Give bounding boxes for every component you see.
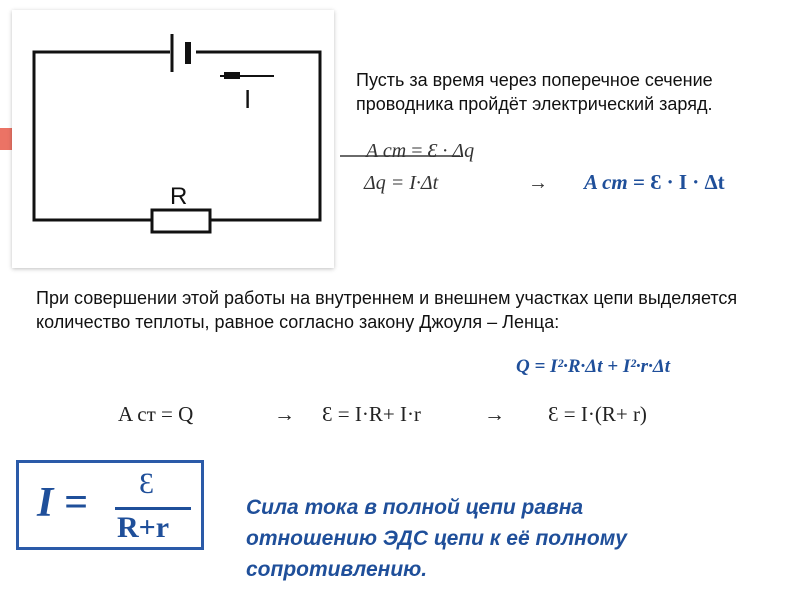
eq-chain-part3: Ɛ = I·(R+ r) <box>548 402 647 426</box>
eq-chain-part1: A ст = Q <box>118 402 194 426</box>
accent-bar <box>0 128 12 150</box>
equation-charge: Δq = I·Δt <box>364 172 439 194</box>
battery-icon <box>172 34 188 72</box>
eq-chain-part2: Ɛ = I·R+ I·r <box>322 402 421 426</box>
resistor-icon <box>152 210 210 232</box>
equation-heat: Q = I²·R·Δt + I²·r·Δt <box>516 356 671 377</box>
ohm-formula-lhs: I = <box>37 480 88 526</box>
ohm-formula-denominator: R+r <box>117 511 170 544</box>
current-arrow-icon <box>220 72 274 79</box>
resistor-label: R <box>170 183 188 210</box>
circuit-diagram <box>12 10 334 268</box>
eq-result-lhs: A ст <box>584 170 628 194</box>
arrow-icon: → <box>484 402 505 426</box>
conclusion-line-2: отношению ЭДС цепи к её полному <box>246 527 627 550</box>
fraction-bar <box>115 507 191 510</box>
equation-work <box>366 140 474 163</box>
arrow-icon: → <box>274 402 295 426</box>
eq-work-equals: = <box>411 140 423 162</box>
joule-lenz-text: При совершении этой работы на внутреннем и внешнем участках цепи выделяется количество теплоты, равное согласно закону Джоуля – Ленца: <box>36 288 738 332</box>
eq-work-lhs: A ст <box>366 140 407 162</box>
eq-result-equals: = <box>633 170 645 194</box>
conclusion-line-1: Сила тока в полной цепи равна <box>246 496 584 519</box>
equation-work-result <box>584 170 725 195</box>
circuit-svg <box>12 10 334 268</box>
eq-result-rhs: Ɛ · I · Δt <box>650 170 725 194</box>
ohm-formula-numerator: Ɛ <box>139 467 155 500</box>
eq-work-rhs: Ɛ · Δq <box>427 140 475 162</box>
conclusion-line-3: сопротивлению. <box>246 558 428 581</box>
conclusion-text <box>246 492 786 585</box>
intro-text: Пусть за время через поперечное сечение проводника пройдёт электрический заряд. <box>356 70 713 114</box>
current-label: I <box>244 84 252 114</box>
arrow-icon: → <box>528 172 548 194</box>
ohm-law-formula-box <box>16 460 204 550</box>
